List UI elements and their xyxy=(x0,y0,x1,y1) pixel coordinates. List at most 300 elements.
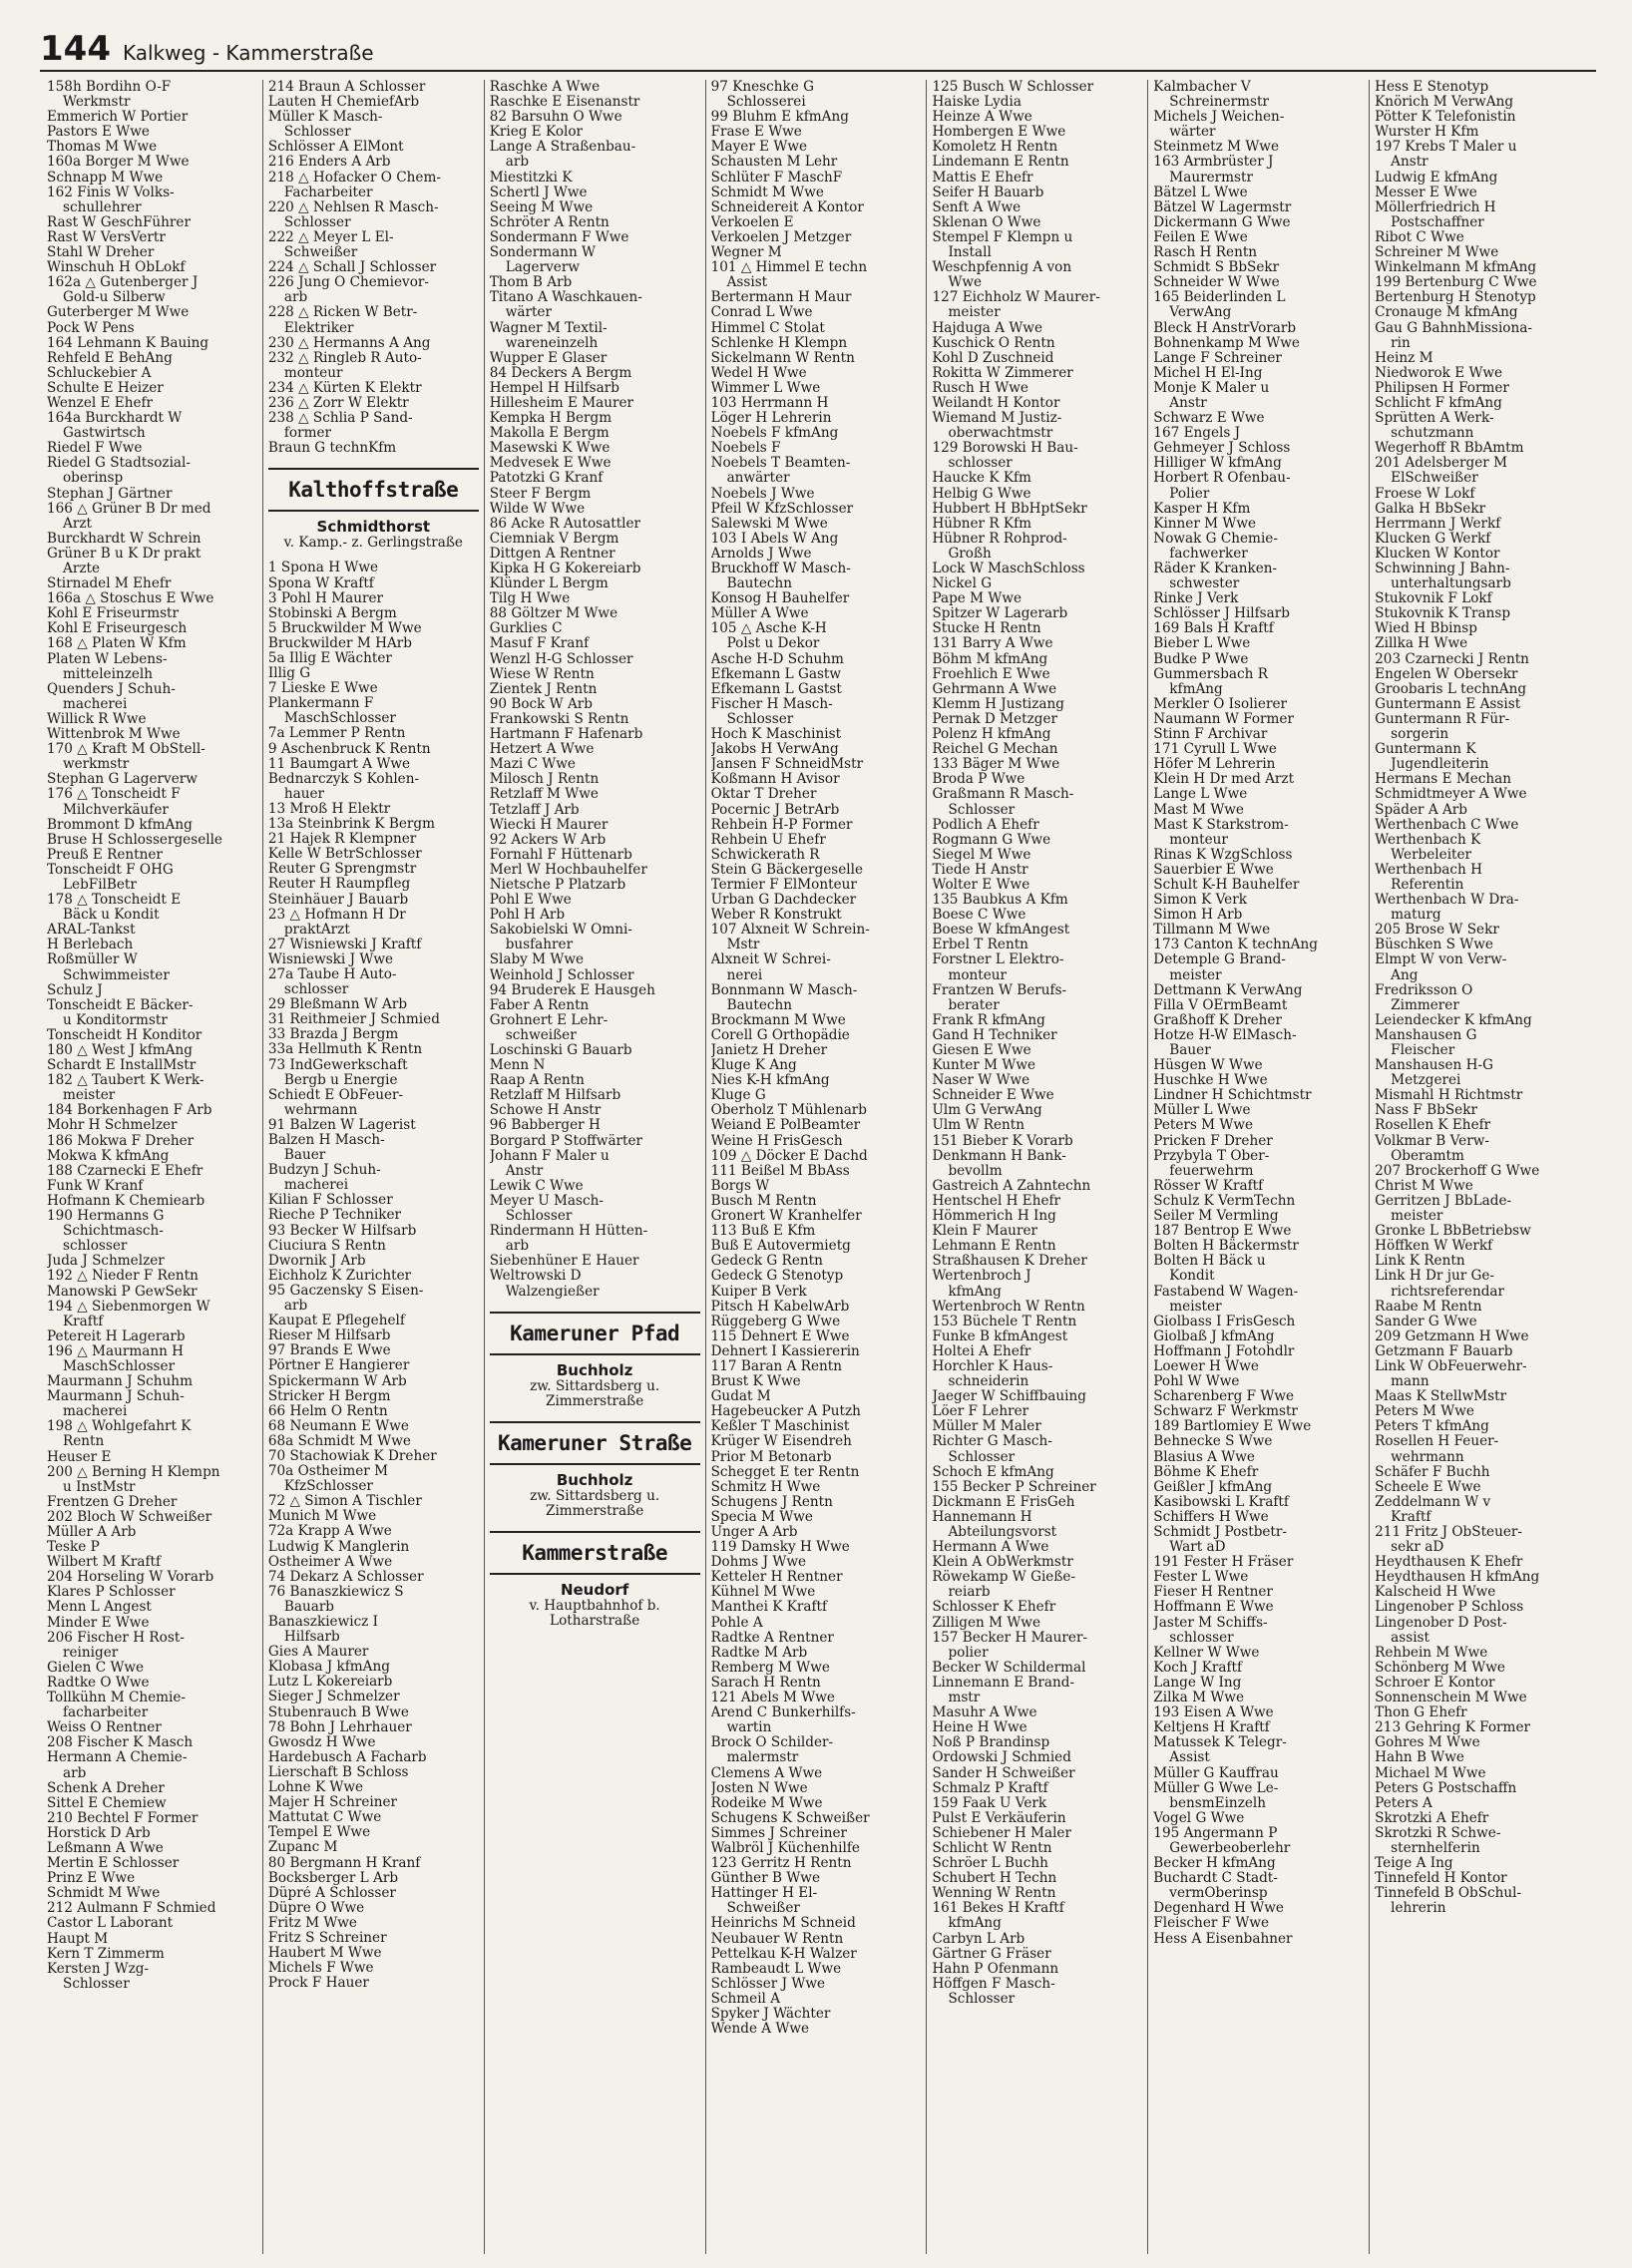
resident-entry: Schugens K Schweißer xyxy=(710,1810,870,1826)
resident-entry: 212 Aulmann F Schmied xyxy=(47,1901,216,1917)
resident-entry: Gies A Maurer xyxy=(267,1645,369,1661)
resident-entry: Rehbein U Ehefr xyxy=(710,832,826,848)
resident-entry: Schreiner M Wwe xyxy=(1375,245,1499,261)
resident-entry: Schäfer F Buchh xyxy=(1375,1464,1490,1480)
resident-entry: 173 Canton K technAng xyxy=(1153,938,1318,953)
resident-entry: Schardt E InstallMstr xyxy=(47,1058,197,1074)
resident-entry: Rodeike M Wwe xyxy=(710,1795,823,1811)
resident-entry: 169 Bals H Kraftf xyxy=(1153,621,1274,637)
resident-entry: 188 Czarnecki E Ehefr xyxy=(47,1163,204,1179)
resident-entry: Prock F Hauer xyxy=(267,1976,369,1992)
resident-entry: Reuter H Raumpfleg xyxy=(267,877,411,893)
resident-entry: Heine H Wwe xyxy=(932,1720,1027,1736)
resident-entry: Gedeck G Stenotyp xyxy=(710,1269,844,1285)
resident-entry: Hüsgen W Wwe xyxy=(1153,1058,1263,1074)
entry-continuation: kfmAng xyxy=(948,1916,1002,1932)
resident-entry: 164a Burckhardt W xyxy=(47,411,183,427)
divider xyxy=(268,468,479,470)
resident-entry: Guntermann R Für- xyxy=(1375,711,1510,727)
resident-entry: Hömmerich H Ing xyxy=(932,1209,1056,1225)
resident-entry: Gurklies C xyxy=(489,621,563,637)
resident-entry: Maurmann J Schuh- xyxy=(47,1389,185,1405)
resident-entry: Ciuciura S Rentn xyxy=(267,1238,386,1254)
resident-entry: Pocernic J BetrArb xyxy=(710,802,840,818)
street-name: Kameruner Pfad xyxy=(510,1321,680,1345)
resident-entry: Heuser E xyxy=(47,1449,112,1465)
resident-entry: Sakobielski W Omni- xyxy=(489,923,632,939)
entry-continuation: schlosser xyxy=(283,982,349,998)
resident-entry: Scharenberg F Wwe xyxy=(1153,1389,1295,1405)
entry-continuation: meister xyxy=(948,305,1001,321)
resident-entry: Grüner B u K Dr prakt xyxy=(47,546,202,562)
resident-entry: 3 Pohl H Maurer xyxy=(267,590,384,606)
resident-entry: Hermans E Mechan xyxy=(1375,772,1512,788)
resident-entry: Giolbass I FrisGesch xyxy=(1153,1314,1296,1329)
resident-entry: 194 △ Siebenmorgen W xyxy=(47,1299,210,1315)
resident-entry: Wilde W Wwe xyxy=(489,501,586,517)
resident-entry: Dohms J Wwe xyxy=(710,1555,807,1571)
resident-entry: Noebels T Beamten- xyxy=(710,456,851,472)
resident-entry: 88 Göltzer M Wwe xyxy=(489,606,618,622)
resident-entry: Bieber L Wwe xyxy=(1153,636,1251,652)
resident-entry: Christ M Wwe xyxy=(1375,1178,1473,1194)
resident-entry: Siebenhüner E Hauer xyxy=(489,1254,639,1270)
page-running-title: Kalkweg - Kammerstraße xyxy=(122,41,374,65)
resident-entry: Haubert M Wwe xyxy=(267,1946,382,1962)
resident-entry: Kalscheid H Wwe xyxy=(1375,1585,1496,1601)
entry-continuation: wehrmann xyxy=(283,1102,358,1118)
resident-entry: Banaszkiewicz I xyxy=(267,1615,379,1630)
resident-entry: Zeddelmann W v xyxy=(1375,1494,1491,1510)
column-3 xyxy=(484,80,705,2254)
resident-entry: Bertermann H Maur xyxy=(710,290,852,306)
entry-continuation: fachwerker xyxy=(1169,546,1248,562)
resident-entry: Hannemann H xyxy=(932,1509,1032,1525)
resident-entry: Frase E Wwe xyxy=(710,125,802,141)
resident-entry: Fastabend W Wagen- xyxy=(1153,1284,1299,1300)
resident-entry: 195 Angermann P xyxy=(1153,1825,1278,1841)
resident-entry: Munich M Wwe xyxy=(267,1509,377,1525)
resident-entry: Slaby M Wwe xyxy=(489,952,585,968)
resident-entry: Verkoelen E xyxy=(710,214,794,230)
resident-entry: Thom B Arb xyxy=(489,275,573,291)
entry-continuation: vermOberinsp xyxy=(1169,1886,1268,1902)
resident-entry: Prinz E Wwe xyxy=(47,1871,136,1887)
resident-entry: Klemm H Justizang xyxy=(932,696,1064,712)
entry-continuation: Schlosserei xyxy=(726,95,806,111)
resident-entry: Schult K-H Bauhelfer xyxy=(1153,877,1300,893)
resident-entry: Maas K StellwMstr xyxy=(1375,1389,1507,1405)
resident-entry: Haupt M xyxy=(47,1931,109,1947)
entry-continuation: Ärzte xyxy=(63,562,100,576)
resident-entry: 27a Taube H Auto- xyxy=(267,966,397,982)
resident-entry: Möllerfriedrich H xyxy=(1375,199,1496,215)
resident-entry: Boese W kfmAngest xyxy=(932,923,1070,939)
resident-entry: 167 Engels J xyxy=(1153,426,1241,442)
resident-entry: Schwarz F Werkmstr xyxy=(1153,1404,1298,1420)
resident-entry: 189 Bartlomiey E Wwe xyxy=(1153,1419,1312,1435)
resident-entry: Brockmann M Wwe xyxy=(710,1012,846,1028)
resident-entry: Wilbert M Kraftf xyxy=(47,1555,161,1571)
entry-continuation: schwester xyxy=(1169,576,1240,592)
resident-entry: Heinz M xyxy=(1375,350,1433,366)
resident-entry: Schulz J xyxy=(47,982,103,998)
resident-entry: 187 Bentrop E Wwe xyxy=(1153,1224,1292,1240)
resident-entry: 68 Neumann E Wwe xyxy=(267,1418,409,1434)
resident-entry: Pörtner E Hangierer xyxy=(267,1358,410,1374)
resident-entry: 190 Hermanns G xyxy=(47,1209,165,1225)
resident-entry: Wolter E Wwe xyxy=(932,877,1030,893)
resident-entry: Düpre O Wwe xyxy=(267,1900,365,1916)
street-name: Kalthoffstraße xyxy=(288,478,459,503)
resident-entry: Hartmann F Hafenarb xyxy=(489,727,643,743)
resident-entry: 125 Busch W Schlosser xyxy=(932,80,1094,95)
resident-entry: Asche H-D Schuhm xyxy=(710,651,844,667)
divider xyxy=(490,1353,700,1355)
resident-entry: Wedel H Wwe xyxy=(710,365,807,381)
resident-entry: Loewer H Wwe xyxy=(1153,1358,1259,1374)
resident-entry: 119 Damsky H Wwe xyxy=(710,1540,850,1556)
resident-entry: Peters M Wwe xyxy=(1375,1404,1474,1420)
entry-continuation: arb xyxy=(283,290,308,306)
resident-entry: Schlüter F MaschF xyxy=(710,170,843,186)
resident-entry: 236 △ Zorr W Elektr xyxy=(267,395,409,411)
resident-entry: Nass F BbSekr xyxy=(1375,1103,1477,1119)
resident-entry: Meyer U Masch- xyxy=(489,1193,604,1209)
entry-continuation: hauer xyxy=(283,786,325,802)
resident-entry: Skrotzki A Ehefr xyxy=(1375,1810,1489,1826)
entry-continuation: monteur xyxy=(948,967,1008,983)
entry-continuation: Bauer xyxy=(1169,1043,1211,1058)
resident-entry: Gronke L BbBetriebsw xyxy=(1375,1224,1531,1240)
resident-entry: Bohnenkamp M Wwe xyxy=(1153,335,1300,351)
resident-entry: 27 Wisniewski J Kraftf xyxy=(267,937,422,952)
resident-entry: Graßhoff K Dreher xyxy=(1153,1012,1282,1028)
resident-entry: Sondermann F Wwe xyxy=(489,229,629,245)
entry-continuation: Polier xyxy=(1169,486,1210,502)
resident-entry: Konsog H Bauhelfer xyxy=(710,591,850,607)
resident-entry: Ordowski J Schmied xyxy=(932,1750,1071,1766)
resident-entry: Funk W Kranf xyxy=(47,1178,144,1194)
resident-entry: Lutz L Kokereiarb xyxy=(267,1675,393,1691)
resident-entry: Becker H kfmAng xyxy=(1153,1856,1276,1872)
resident-entry: Getzmann F Bauarb xyxy=(1375,1343,1513,1359)
resident-entry: Noebels F kfmAng xyxy=(710,426,839,442)
resident-entry: Philipsen H Former xyxy=(1375,380,1509,396)
resident-entry: Hattinger H El- xyxy=(710,1886,818,1902)
entry-continuation: wartin xyxy=(726,1720,772,1736)
entry-continuation: Werbeleiter xyxy=(1391,847,1472,863)
resident-entry: Blasius A Wwe xyxy=(1153,1449,1255,1465)
resident-entry: Loschinski G Bauarb xyxy=(489,1043,632,1058)
resident-entry: Efkemann L Gastst xyxy=(710,681,842,697)
resident-entry: Carbyn L Arb xyxy=(932,1931,1025,1947)
resident-entry: Heydthausen K Ehefr xyxy=(1375,1555,1523,1571)
resident-entry: Schwinning J Bahn- xyxy=(1375,562,1510,576)
resident-entry: Schulz K VermTechn xyxy=(1153,1193,1296,1209)
resident-entry: Schenk A Dreher xyxy=(47,1780,165,1796)
resident-entry: Kluge K Ang xyxy=(710,1058,797,1074)
resident-entry: Böhm M kfmAng xyxy=(932,651,1048,667)
resident-entry: 205 Brose W Sekr xyxy=(1375,923,1499,939)
resident-entry: Rasch H Rentn xyxy=(1153,245,1258,261)
resident-entry: 99 Bluhm E kfmAng xyxy=(710,110,849,126)
entry-continuation: oberwachtmstr xyxy=(948,426,1053,442)
resident-entry: Hotze H-W ElMasch- xyxy=(1153,1027,1297,1043)
resident-entry: 210 Bechtel F Former xyxy=(47,1810,199,1826)
resident-entry: Horchler K Haus- xyxy=(932,1358,1053,1374)
resident-entry: Graßmann R Masch- xyxy=(932,787,1074,803)
resident-entry: 196 △ Maurmann H xyxy=(47,1343,184,1359)
resident-entry: Kellner W Wwe xyxy=(1153,1645,1260,1661)
resident-entry: Nietsche P Platzarb xyxy=(489,877,626,893)
column-4 xyxy=(705,80,927,2254)
resident-entry: Hardebusch A Facharb xyxy=(267,1749,427,1765)
entry-continuation: meister xyxy=(63,1088,116,1104)
resident-entry: Jaeger W Schiffbauing xyxy=(932,1389,1086,1405)
resident-entry: Spickermann W Arb xyxy=(267,1373,407,1389)
resident-entry: Schröter A Rentn xyxy=(489,214,610,230)
resident-entry: 191 Fester H Fräser xyxy=(1153,1555,1294,1571)
column-2 xyxy=(262,80,484,2254)
entry-continuation: Werkmstr xyxy=(63,95,131,111)
resident-entry: Bertenburg H Stenotyp xyxy=(1375,290,1536,306)
resident-entry: Böhme K Ehefr xyxy=(1153,1464,1259,1480)
resident-entry: Höfer M Lehrerin xyxy=(1153,757,1276,773)
entry-continuation: wareneinzelh xyxy=(505,335,599,351)
resident-entry: Kühnel M Wwe xyxy=(710,1585,816,1601)
resident-entry: 70 Stachowiak K Dreher xyxy=(267,1448,437,1464)
resident-entry: 5 Bruckwilder M Wwe xyxy=(267,620,422,636)
resident-entry: Ciemniak V Bergm xyxy=(489,531,619,547)
resident-entry: Grohnert E Lehr- xyxy=(489,1012,609,1028)
resident-entry: Volkmar B Verw- xyxy=(1375,1133,1489,1149)
resident-entry: Stukovnik K Transp xyxy=(1375,606,1511,622)
resident-entry: ARAL-Tankst xyxy=(47,923,136,939)
entry-continuation: ElSchweißer xyxy=(1391,471,1478,487)
resident-entry: Nowak G Chemie- xyxy=(1153,531,1278,547)
resident-entry: 161 Bekes H Kraftf xyxy=(932,1901,1064,1917)
resident-entry: 184 Borkenhagen F Arb xyxy=(47,1103,212,1119)
resident-entry: Schlenke H Klempn xyxy=(710,335,848,351)
resident-entry: Mast M Wwe xyxy=(1153,802,1244,818)
resident-entry: Haiske Lydia xyxy=(932,95,1021,111)
resident-entry: Rehbein H-P Former xyxy=(710,817,853,833)
resident-entry: 162a △ Gutenberger J xyxy=(47,275,199,291)
entry-continuation: bensmEinzelh xyxy=(1169,1795,1266,1811)
resident-entry: Hilliger W kfmAng xyxy=(1153,456,1282,472)
resident-entry: Medvesek E Wwe xyxy=(489,456,612,472)
resident-entry: Salewski M Wwe xyxy=(710,516,828,532)
entry-continuation: Wwe xyxy=(948,275,983,291)
resident-entry: 117 Baran A Rentn xyxy=(710,1358,843,1374)
resident-entry: Cronauge M kfmAng xyxy=(1375,305,1518,321)
resident-entry: Titano A Waschkauen- xyxy=(489,290,642,306)
resident-entry: 76 Banaszkiewicz S xyxy=(267,1584,404,1600)
resident-entry: Guterberger M Wwe xyxy=(47,305,190,321)
resident-entry: 101 △ Himmel E techn xyxy=(710,260,868,276)
resident-entry: Bonnmann W Masch- xyxy=(710,982,858,998)
resident-entry: Gehmeyer J Schloss xyxy=(1153,441,1291,457)
street-location-note: v. Hauptbahnhof b. Lotharstraße xyxy=(529,1597,660,1630)
resident-entry: Keltjens H Kraftf xyxy=(1153,1720,1270,1736)
resident-entry: Wiese W Rentn xyxy=(489,666,595,682)
entry-continuation: macherei xyxy=(63,1404,128,1420)
resident-entry: Bolten H Bäckermstr xyxy=(1153,1239,1299,1255)
resident-entry: Buchardt C Stadt- xyxy=(1153,1871,1278,1887)
resident-entry: Werthenbach H xyxy=(1375,862,1482,878)
resident-entry: Müller L Wwe xyxy=(1153,1103,1251,1119)
resident-entry: Löger H Lehrerin xyxy=(710,411,832,427)
resident-entry: Bruckwilder M HArb xyxy=(267,635,412,651)
resident-entry: 192 △ Nieder F Rentn xyxy=(47,1269,199,1285)
entry-continuation: sekr aD xyxy=(1391,1540,1444,1556)
entry-continuation: Mstr xyxy=(726,938,760,953)
resident-entry: Weiss O Rentner xyxy=(47,1720,162,1736)
entry-continuation: arb xyxy=(283,1299,308,1315)
resident-entry: Günther B Wwe xyxy=(710,1871,820,1887)
resident-entry: 107 Alxneit W Schrein- xyxy=(710,923,870,939)
entry-continuation: kfmAng xyxy=(1169,681,1223,697)
resident-entry: Brock O Schilder- xyxy=(710,1735,834,1751)
resident-entry: Zillka H Wwe xyxy=(1375,636,1468,652)
resident-entry: Frankowski S Rentn xyxy=(489,711,629,727)
resident-entry: Vogel G Wwe xyxy=(1153,1810,1245,1826)
resident-entry: Schmitz H Wwe xyxy=(710,1479,821,1495)
resident-entry: 222 △ Meyer L El- xyxy=(267,229,394,245)
resident-entry: Mazi C Wwe xyxy=(489,757,576,773)
resident-entry: Milosch J Rentn xyxy=(489,772,600,788)
entry-continuation: schneiderin xyxy=(948,1374,1029,1390)
entry-continuation: Schlosser xyxy=(283,125,351,141)
resident-entry: Borgard P Stoffwärter xyxy=(489,1133,643,1149)
resident-entry: Thomas M Wwe xyxy=(47,140,158,156)
resident-entry: Heinrichs M Schneid xyxy=(710,1916,856,1932)
column-5 xyxy=(926,80,1147,2254)
resident-entry: Buß E Autovermietg xyxy=(710,1239,851,1255)
resident-entry: Bruckhoff W Masch- xyxy=(710,562,851,576)
resident-entry: 201 Adelsberger M xyxy=(1375,456,1508,472)
resident-entry: Weine H FrisGesch xyxy=(710,1133,843,1149)
resident-entry: Wenzel E Ehefr xyxy=(47,395,154,411)
resident-entry: 166a △ Stoschus E Wwe xyxy=(47,591,214,607)
entry-continuation: Ang xyxy=(1391,967,1419,983)
entry-continuation: Gewerbeoberlehr xyxy=(1169,1840,1291,1856)
entry-continuation: VerwAng xyxy=(1169,305,1232,321)
resident-entry: Schulte E Heizer xyxy=(47,380,164,396)
resident-entry: Holtei A Ehefr xyxy=(932,1343,1031,1359)
resident-entry: Keßler T Maschinist xyxy=(710,1419,850,1435)
resident-entry: Kempka H Bergm xyxy=(489,411,612,427)
entry-continuation: Schlosser xyxy=(948,1449,1016,1465)
resident-entry: Schmidt J Postbetr- xyxy=(1153,1525,1287,1540)
divider xyxy=(490,1531,700,1533)
resident-entry: Platen W Lebens- xyxy=(47,651,168,667)
resident-entry: Weiand E PolBeamter xyxy=(710,1118,861,1134)
resident-entry: Ulm W Rentn xyxy=(932,1118,1024,1134)
resident-entry: Juda J Schmelzer xyxy=(47,1254,165,1270)
resident-entry: Froehlich E Wwe xyxy=(932,666,1050,682)
page-header xyxy=(40,22,1596,72)
resident-entry: Rinas K WzgSchloss xyxy=(1153,847,1293,863)
entry-continuation: macherei xyxy=(63,696,128,712)
resident-entry: Manowski P GewSekr xyxy=(47,1284,198,1300)
resident-entry: Niedworok E Wwe xyxy=(1375,365,1503,381)
resident-entry: Spona W Kraftf xyxy=(267,575,374,591)
entry-continuation: Kraftf xyxy=(1391,1509,1431,1525)
resident-entry: Hofmann K Chemiearb xyxy=(47,1193,205,1209)
resident-entry: Merkler O Isolierer xyxy=(1153,696,1287,712)
entry-continuation: Postschaffner xyxy=(1391,214,1484,230)
entry-continuation: Rentn xyxy=(63,1434,105,1450)
entry-continuation: feuerwehrm xyxy=(1169,1163,1254,1179)
resident-entry: Menn L Angest xyxy=(47,1600,152,1616)
resident-entry: Spyker J Wächter xyxy=(710,2007,831,2022)
resident-entry: Schoch E kfmAng xyxy=(932,1464,1054,1480)
resident-entry: Fredriksson O xyxy=(1375,982,1473,998)
resident-entry: Budzyn J Schuh- xyxy=(267,1163,381,1179)
resident-entry: Bätzel W Lagermstr xyxy=(1153,199,1292,215)
resident-entry: H Berlebach xyxy=(47,938,134,953)
entry-continuation: Schlosser xyxy=(726,711,794,727)
resident-entry: 163 Armbrüster J xyxy=(1153,155,1274,171)
resident-entry: Rehbein M Wwe xyxy=(1375,1645,1488,1661)
resident-entry: Horbert R Ofenbau- xyxy=(1153,471,1291,487)
resident-entry: Kaupat E Pflegehelf xyxy=(267,1314,405,1329)
resident-entry: Weilandt H Kontor xyxy=(932,395,1060,411)
resident-entry: Efkemann L Gastw xyxy=(710,666,842,682)
resident-entry: 129 Borowski H Bau- xyxy=(932,441,1078,457)
resident-entry: 73 IndGewerkschaft xyxy=(267,1057,408,1073)
resident-entry: Manshausen H-G xyxy=(1375,1058,1493,1074)
resident-entry: Tempel E Wwe xyxy=(267,1825,371,1841)
street-district: Schmidthorst xyxy=(316,518,431,537)
resident-entry: Hoch K Maschinist xyxy=(710,727,842,743)
resident-entry: Schmidt M Wwe xyxy=(47,1886,161,1902)
resident-entry: Sprütten A Werk- xyxy=(1375,411,1494,427)
entry-continuation: meister xyxy=(1169,1299,1222,1315)
resident-entry: 182 △ Taubert K Werk- xyxy=(47,1073,204,1089)
resident-entry: Peters M Wwe xyxy=(1153,1118,1254,1134)
resident-entry: 33a Hellmuth K Rentn xyxy=(267,1042,423,1058)
resident-entry: Kluge G xyxy=(710,1088,766,1104)
resident-entry: 176 △ Tonscheidt F xyxy=(47,787,181,803)
resident-entry: Lehmann E Rentn xyxy=(932,1239,1056,1255)
resident-entry: Hajduga A Wwe xyxy=(932,320,1042,336)
resident-entry: Klein F Maurer xyxy=(932,1224,1037,1240)
resident-entry: Kilian F Schlosser xyxy=(267,1193,393,1209)
resident-entry: 97 Kneschke G xyxy=(710,80,814,95)
resident-entry: Pastors E Wwe xyxy=(47,125,150,141)
resident-entry: 200 △ Berning H Klempn xyxy=(47,1464,220,1480)
resident-entry: 153 Büchele T Rentn xyxy=(932,1314,1077,1329)
resident-entry: Schnapp M Wwe xyxy=(47,170,164,186)
resident-entry: Tonscheidt E Bäcker- xyxy=(47,997,194,1013)
resident-entry: Rinke J Verk xyxy=(1153,591,1239,607)
resident-entry: Becker W Schildermal xyxy=(932,1660,1086,1676)
resident-entry: Jakobs H VerwAng xyxy=(710,742,839,758)
resident-entry: Mast K Starkstrom- xyxy=(1153,817,1289,833)
entry-continuation: arb xyxy=(505,1239,530,1255)
resident-entry: Rehfeld E BehAng xyxy=(47,350,173,366)
resident-entry: Hübner R Kfm xyxy=(932,516,1032,532)
entry-continuation: Schlosser xyxy=(505,1209,573,1225)
resident-entry: Radtke O Wwe xyxy=(47,1675,150,1691)
resident-entry: 123 Gerritz H Rentn xyxy=(710,1856,852,1872)
resident-entry: Kern T Zimmerm xyxy=(47,1946,165,1962)
entry-continuation: wärter xyxy=(1169,125,1216,141)
resident-entry: Ribot C Wwe xyxy=(1375,229,1464,245)
